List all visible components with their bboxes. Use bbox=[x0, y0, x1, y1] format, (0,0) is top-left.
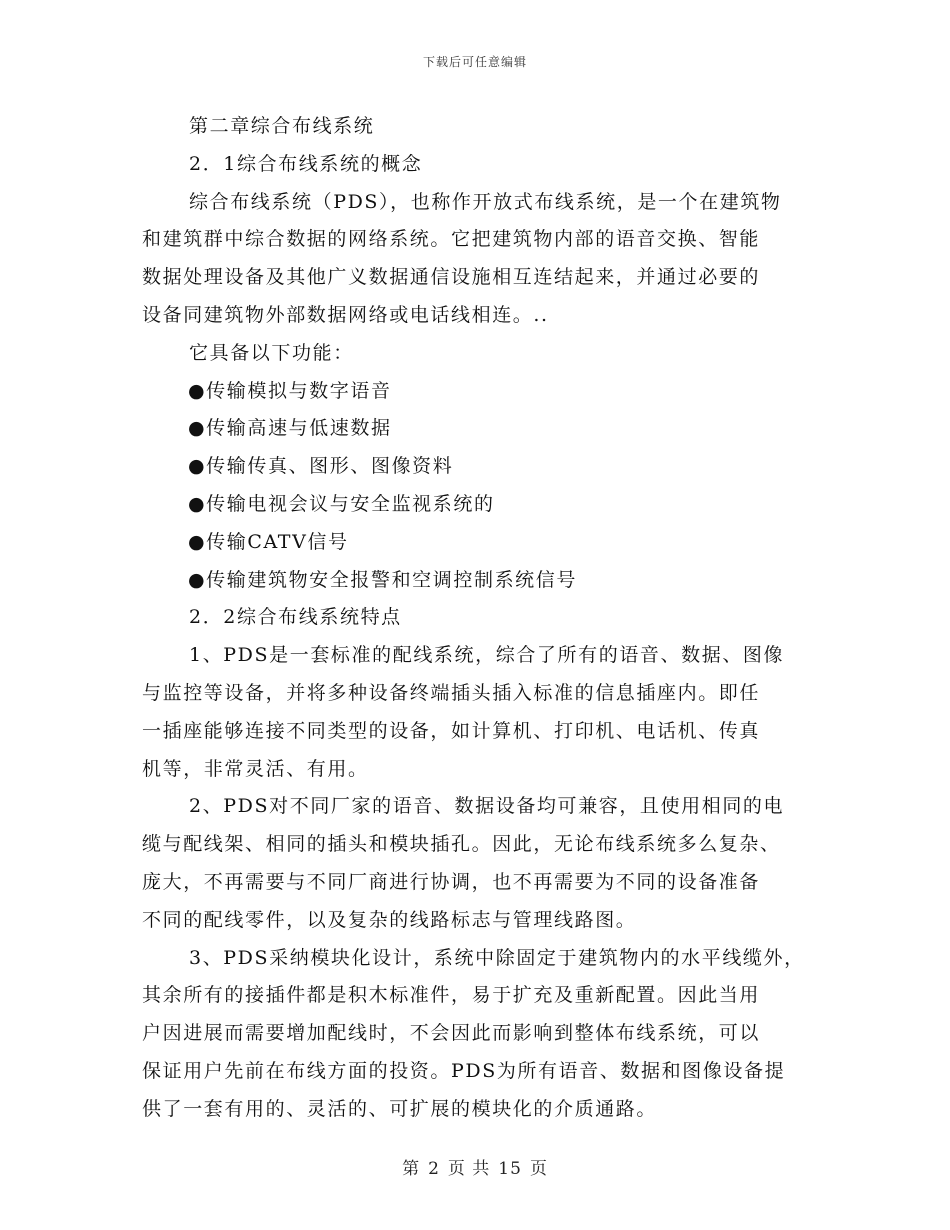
paragraph-line: 综合布线系统（PDS），也称作开放式布线系统，是一个在建筑物 bbox=[189, 190, 782, 213]
paragraph-line: 机等，非常灵活、有用。 bbox=[142, 757, 369, 780]
bullet-item: ●传输传真、图形、图像资料 bbox=[188, 455, 454, 478]
paragraph-line: 1、PDS是一套标准的配线系统，综合了所有的语音、数据、图像 bbox=[189, 644, 785, 667]
paragraph-line: 供了一套有用的、灵活的、可扩展的模块化的介质通路。 bbox=[142, 1097, 658, 1120]
chapter-title: 第二章综合布线系统 bbox=[189, 115, 375, 137]
footer-middle: 页 共 bbox=[447, 1159, 491, 1179]
bullet-item: ●传输CATV信号 bbox=[188, 530, 349, 553]
paragraph-line: 庞大，不再需要与不同厂商进行协调，也不再需要为不同的设备准备 bbox=[142, 870, 761, 893]
bullet-item: ●传输建筑物安全报警和空调控制系统信号 bbox=[188, 568, 577, 591]
footer-suffix: 页 bbox=[529, 1159, 548, 1179]
paragraph-line: 和建筑群中综合数据的网络系统。它把建筑物内部的语音交换、智能 bbox=[142, 228, 761, 251]
document-body bbox=[142, 108, 812, 1129]
page-header-note: 下载后可任意编辑 bbox=[422, 55, 527, 69]
bullet-item: ●传输高速与低速数据 bbox=[188, 417, 392, 440]
bullet-item: ●传输电视会议与安全监视系统的 bbox=[188, 492, 495, 515]
paragraph-line: 2、PDS对不同厂家的语音、数据设备均可兼容，且使用相同的电 bbox=[189, 795, 785, 818]
function-intro: 它具备以下功能： bbox=[189, 341, 354, 364]
paragraph-line: 3、PDS采纳模块化设计，系统中除固定于建筑物内的水平线缆外， bbox=[189, 946, 805, 969]
paragraph-line: 不同的配线零件，以及复杂的线路标志与管理线路图。 bbox=[142, 908, 637, 931]
total-pages-number: 15 bbox=[498, 1159, 522, 1179]
footer-prefix: 第 bbox=[402, 1159, 421, 1179]
paragraph-line: 与监控等设备，并将多种设备终端插头插入标准的信息插座内。即任 bbox=[142, 681, 761, 704]
paragraph-line: 设备同建筑物外部数据网络或电话线相连。.. bbox=[142, 303, 549, 326]
paragraph-line: 数据处理设备及其他广义数据通信设施相互连结起来，并通过必要的 bbox=[142, 266, 761, 289]
paragraph-line: 保证用户先前在布线方面的投资。PDS为所有语音、数据和图像设备提 bbox=[142, 1059, 786, 1082]
bullet-item: ●传输模拟与数字语音 bbox=[188, 379, 392, 402]
current-page-number: 2 bbox=[428, 1159, 440, 1179]
section-heading: 2．2综合布线系统特点 bbox=[189, 606, 402, 629]
page-footer bbox=[0, 1154, 950, 1179]
paragraph-line: 一插座能够连接不同类型的设备，如计算机、打印机、电话机、传真 bbox=[142, 719, 761, 742]
section-heading: 2．1综合布线系统的概念 bbox=[189, 152, 423, 175]
paragraph-line: 其余所有的接插件都是积木标准件，易于扩充及重新配置。因此当用 bbox=[142, 984, 761, 1007]
paragraph-line: 户因进展而需要增加配线时，不会因此而影响到整体布线系统，可以 bbox=[142, 1022, 761, 1045]
paragraph-line: 缆与配线架、相同的插头和模块插孔。因此，无论布线系统多么复杂、 bbox=[142, 833, 781, 856]
